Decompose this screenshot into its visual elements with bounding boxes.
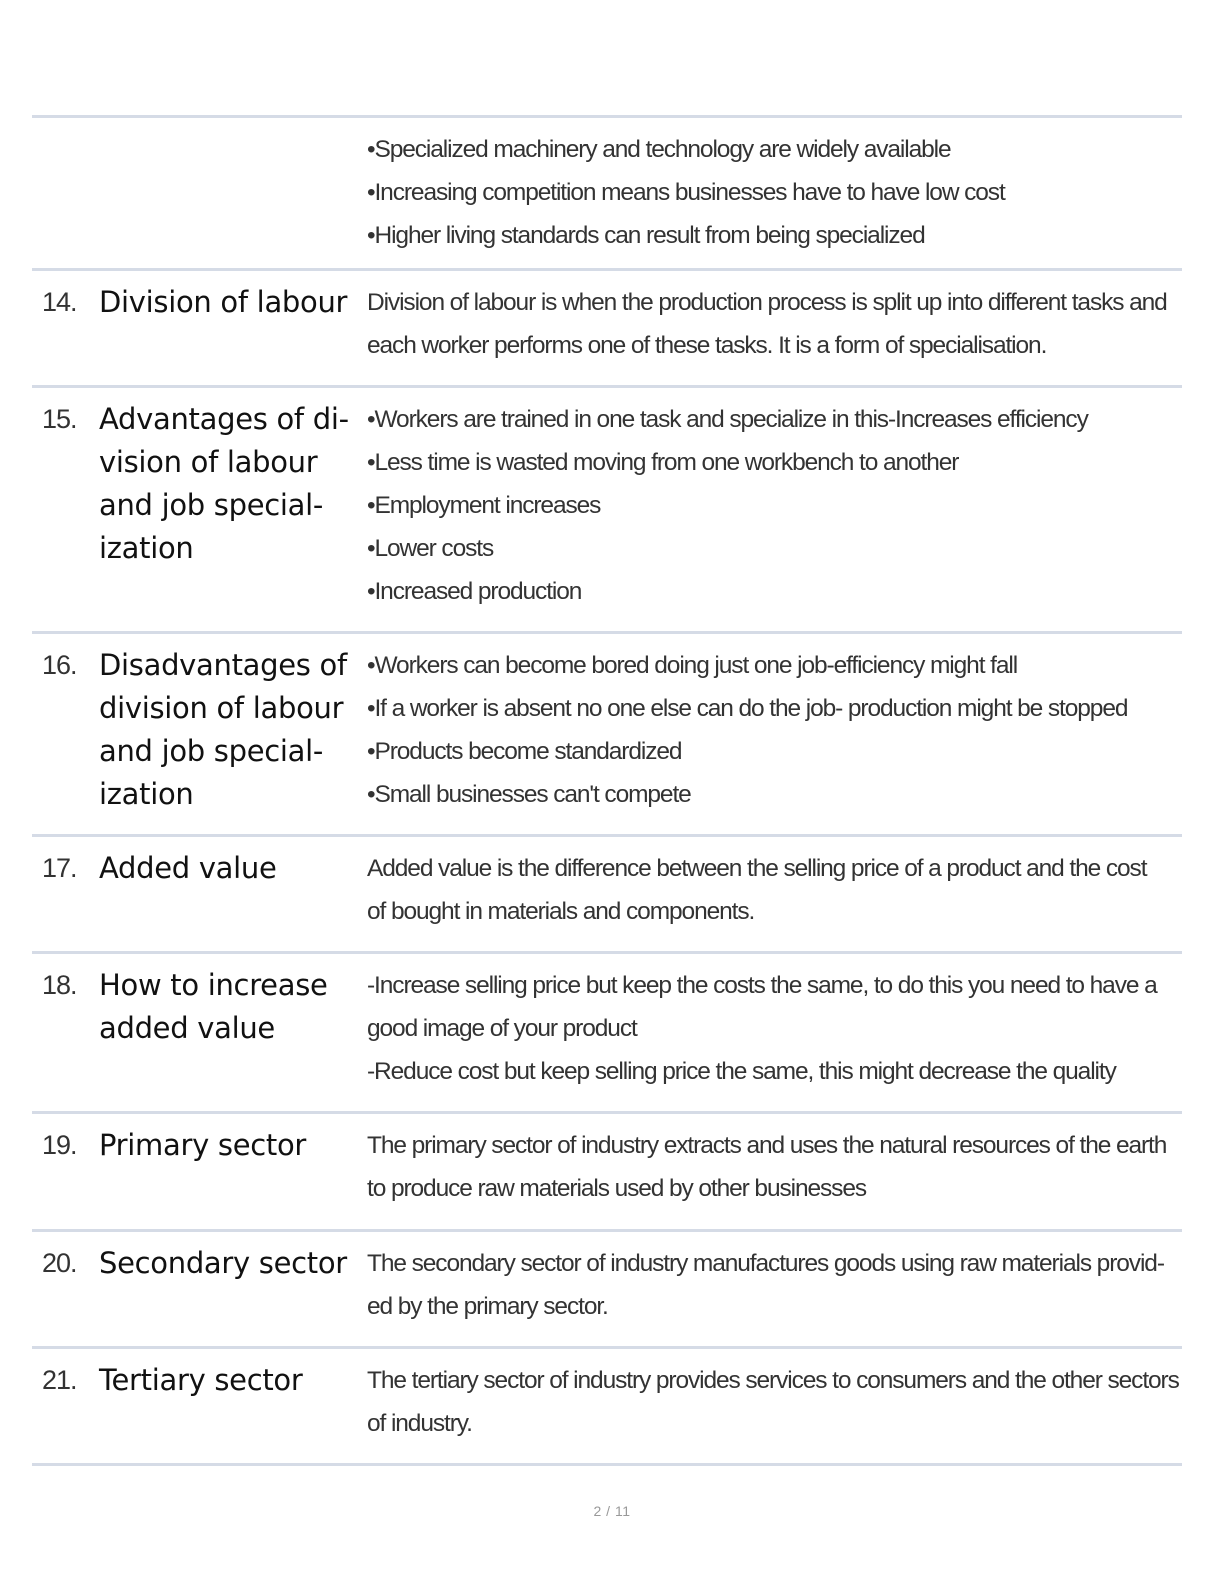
definition-line: •Small businesses can't compete <box>367 781 691 808</box>
definition-line: •Increased production <box>367 578 582 605</box>
definition-line: Added value is the difference between the selling price of a product and the cost <box>367 855 1147 882</box>
glossary-row <box>32 631 1182 834</box>
definition-line: •If a worker is absent no one else can do the job- production might be stopped <box>367 695 1128 722</box>
definition-line: •Specialized machinery and technology are widely available <box>367 136 951 163</box>
definition-line: The secondary sector of industry manufactures goods using raw materials provid- <box>367 1250 1164 1277</box>
glossary-row <box>32 115 1182 268</box>
row-number: 17. <box>42 853 77 883</box>
glossary-row <box>32 1346 1182 1466</box>
row-term: Advantages of di- vision of labour and job special- ization <box>99 402 349 565</box>
glossary-table <box>32 115 1182 1466</box>
definition-line: to produce raw materials used by other businesses <box>367 1175 867 1202</box>
definition-line: •Lower costs <box>367 535 494 562</box>
definition-line: ed by the primary sector. <box>367 1293 608 1320</box>
definition-line: -Reduce cost but keep selling price the same, this might decrease the quality <box>367 1058 1116 1085</box>
definition-line: •Less time is wasted moving from one workbench to another <box>367 449 959 476</box>
definition-line: The primary sector of industry extracts and uses the natural resources of the earth <box>367 1132 1167 1159</box>
glossary-row <box>32 268 1182 385</box>
definition-line: of industry. <box>367 1410 472 1437</box>
definition-line: •Higher living standards can result from being specialized <box>367 222 925 249</box>
row-number: 19. <box>42 1130 77 1160</box>
definition-line: Division of labour is when the production process is split up into different tasks and <box>367 289 1167 316</box>
row-term <box>99 128 367 268</box>
definition-line: •Employment increases <box>367 492 601 519</box>
row-definition <box>367 1242 1182 1346</box>
definition-line: each worker performs one of these tasks. It is a form of specialisation. <box>367 332 1047 359</box>
row-number: 15. <box>42 404 77 434</box>
glossary-row <box>32 385 1182 631</box>
row-term: Tertiary sector <box>99 1363 303 1397</box>
row-number <box>32 128 99 268</box>
row-definition <box>367 1124 1182 1229</box>
row-definition <box>367 847 1182 951</box>
row-term: Added value <box>99 851 277 885</box>
page-number: 2 / 11 <box>593 1503 631 1519</box>
row-term: Disadvantages of division of labour and job special- ization <box>99 648 347 811</box>
row-definition <box>367 644 1182 834</box>
glossary-row <box>32 951 1182 1111</box>
row-term: Primary sector <box>99 1128 307 1162</box>
row-number: 18. <box>42 970 77 1000</box>
definition-line: -Increase selling price but keep the costs the same, to do this you need to have a <box>367 972 1157 999</box>
row-term: Secondary sector <box>99 1246 347 1280</box>
row-definition <box>367 964 1182 1111</box>
glossary-row <box>32 1229 1182 1346</box>
row-number: 20. <box>42 1248 77 1278</box>
definition-line: of bought in materials and components. <box>367 898 755 925</box>
row-number: 21. <box>42 1365 77 1395</box>
definition-line: •Increasing competition means businesses have to have low cost <box>367 179 1005 206</box>
row-number: 14. <box>42 287 77 317</box>
definition-line: The tertiary sector of industry provides services to consumers and the other sectors <box>367 1367 1179 1394</box>
row-number: 16. <box>42 650 77 680</box>
row-term: Division of labour <box>99 285 348 319</box>
definition-line: good image of your product <box>367 1015 637 1042</box>
definition-line: •Products become standardized <box>367 738 682 765</box>
glossary-row <box>32 1111 1182 1229</box>
row-definition <box>367 128 1182 268</box>
definition-line: •Workers are trained in one task and specialize in this-Increases efficiency <box>367 406 1088 433</box>
definition-line: •Workers can become bored doing just one job-efficiency might fall <box>367 652 1018 679</box>
row-definition <box>367 281 1182 385</box>
row-definition <box>367 1359 1182 1463</box>
glossary-row <box>32 834 1182 951</box>
row-definition <box>367 398 1182 631</box>
row-term: How to increase added value <box>99 968 328 1045</box>
